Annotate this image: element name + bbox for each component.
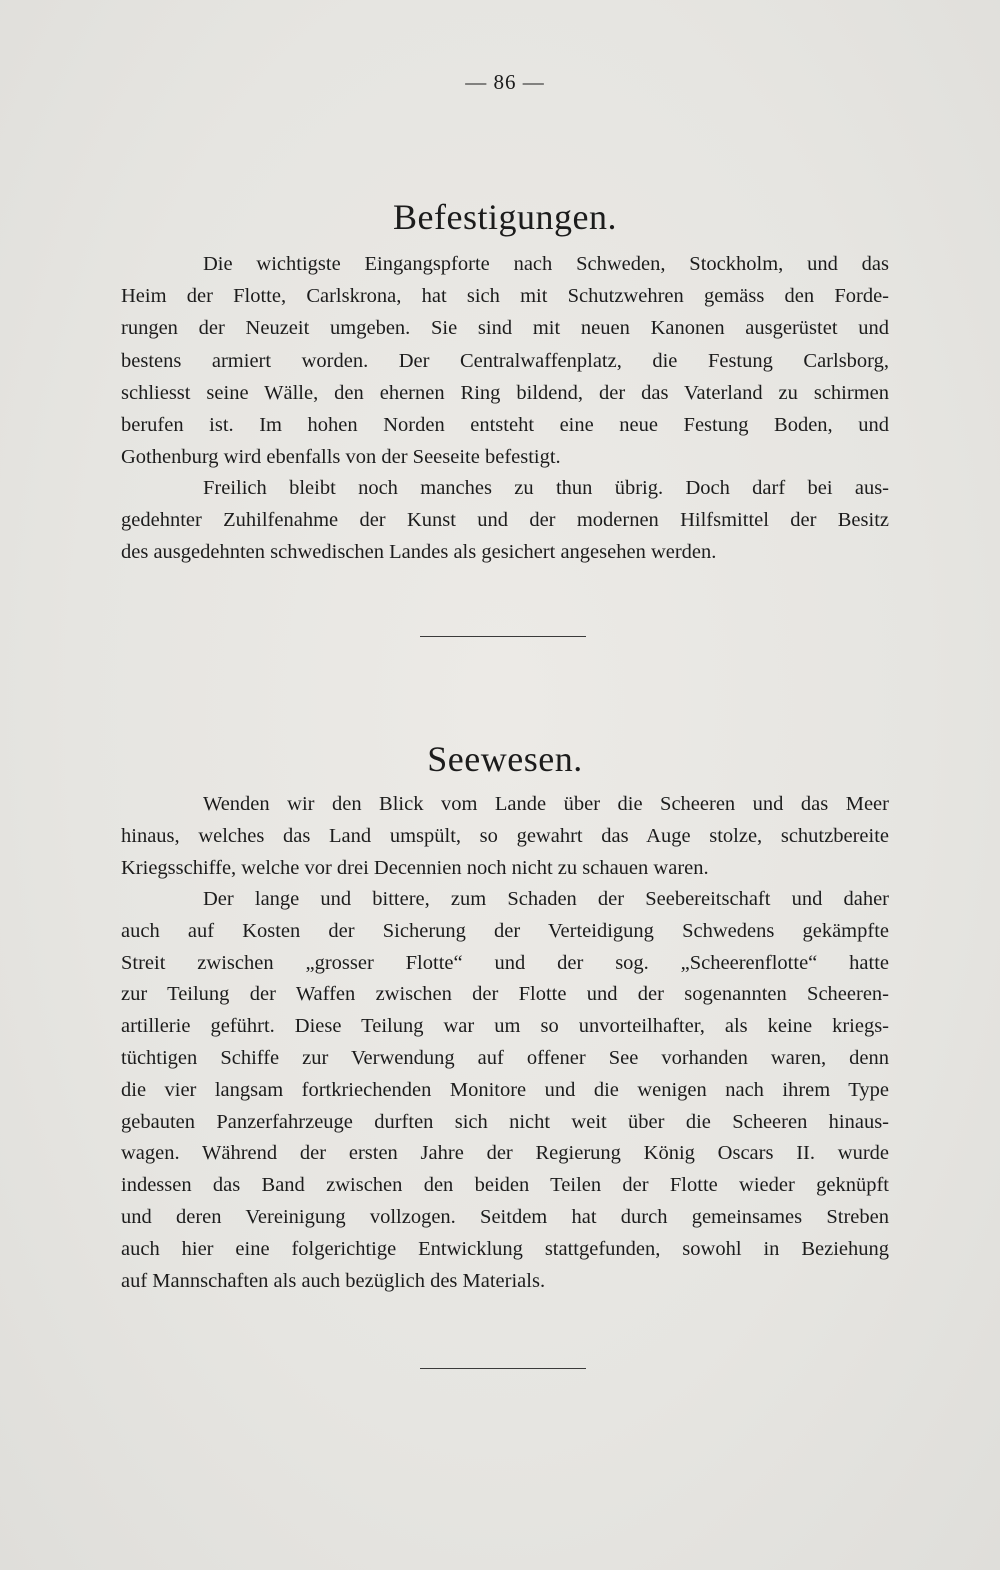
- text-line: Wenden wir den Blick vom Lande über die Scheeren und das Meer: [203, 793, 889, 815]
- text-line: Kriegsschiffe, welche vor drei Decennien noch nicht zu schauen waren.: [121, 857, 709, 880]
- text-line: gebauten Panzerfahrzeuge durften sich nicht weit über die Scheeren hinaus-: [121, 1110, 889, 1133]
- text-line: Der lange und bittere, zum Schaden der Seebereitschaft und daher: [203, 888, 889, 910]
- text-line: bestens armiert worden. Der Centralwaffenplatz, die Festung Carlsborg,: [121, 349, 889, 372]
- text-line: zur Teilung der Waffen zwischen der Flotte und der sogenannten Scheeren-: [121, 983, 889, 1006]
- page-number: — 86 —: [465, 70, 545, 94]
- text-line: hinaus, welches das Land umspült, so gewahrt das Auge stolze, schutzbereite: [121, 825, 889, 848]
- text-line: Die wichtigste Eingangspforte nach Schweden, Stockholm, und das: [203, 253, 889, 275]
- text-line: gedehnter Zuhilfenahme der Kunst und der modernen Hilfsmittel der Besitz: [121, 509, 889, 532]
- section-divider: [420, 636, 586, 637]
- text-line: artillerie geführt. Diese Teilung war um so unvorteilhafter, als keine kriegs-: [121, 1015, 889, 1038]
- text-line: auch hier eine folgerichtige Entwicklung stattgefunden, sowohl in Beziehung: [121, 1237, 889, 1260]
- text-line: Freilich bleibt noch manches zu thun übrig. Doch darf bei aus-: [203, 477, 889, 499]
- text-line: Heim der Flotte, Carlskrona, hat sich mit Schutzwehren gemäss den Forde-: [121, 285, 889, 308]
- text-line: und deren Vereinigung vollzogen. Seitdem hat durch gemeinsames Streben: [121, 1205, 889, 1228]
- text-line: Gothenburg wird ebenfalls von der Seeseite befestigt.: [121, 446, 561, 469]
- section-title-befestigungen: Befestigungen.: [393, 197, 617, 238]
- paragraph: [121, 788, 889, 885]
- text-line: berufen ist. Im hohen Norden entsteht eine neue Festung Boden, und: [121, 413, 889, 436]
- section-divider: [420, 1368, 586, 1369]
- paragraph: [121, 472, 889, 569]
- section-title-seewesen: Seewesen.: [427, 739, 583, 780]
- text-line: schliesst seine Wälle, den ehernen Ring bildend, der das Vaterland zu schirmen: [121, 381, 889, 404]
- text-line: des ausgedehnten schwedischen Landes als gesichert angesehen werden.: [121, 541, 717, 564]
- text-line: tüchtigen Schiffe zur Verwendung auf offener See vorhanden waren, denn: [121, 1046, 889, 1069]
- text-line: rungen der Neuzeit umgeben. Sie sind mit neuen Kanonen ausgerüstet und: [121, 317, 889, 340]
- text-line: die vier langsam fortkriechenden Monitore und die wenigen nach ihrem Type: [121, 1078, 889, 1101]
- text-line: wagen. Während der ersten Jahre der Regierung König Oscars II. wurde: [121, 1142, 889, 1165]
- text-line: auf Mannschaften als auch bezüglich des Materials.: [121, 1269, 546, 1292]
- paragraph: [121, 248, 889, 473]
- text-line: auch auf Kosten der Sicherung der Verteidigung Schwedens gekämpfte: [121, 919, 889, 942]
- text-line: indessen das Band zwischen den beiden Teilen der Flotte wieder geknüpft: [121, 1174, 889, 1197]
- paragraph: [121, 884, 889, 1297]
- text-line: Streit zwischen „grosser Flotte“ und der sog. „Scheerenflotte“ hatte: [121, 951, 889, 974]
